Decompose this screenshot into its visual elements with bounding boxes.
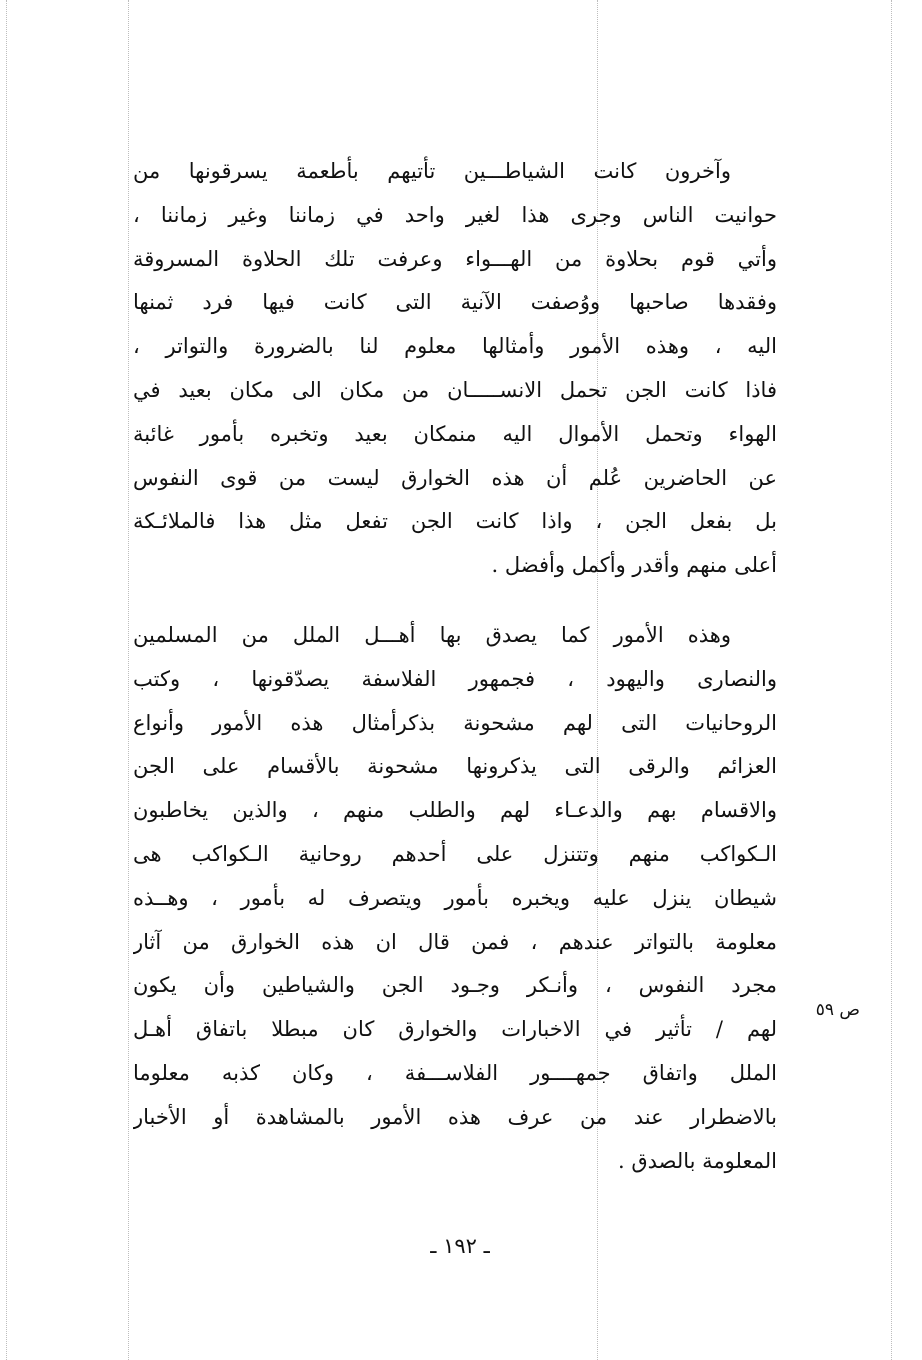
text-line: وهذه الأمور كما يصدق بها أهـــل الملل من المسلمين xyxy=(133,622,731,647)
text-line: عن الحاضرين عُلم أن هذه الخوارق ليست من قوى النفوس xyxy=(133,465,777,490)
page-number: ـ ١٩٢ ـ xyxy=(430,1234,490,1258)
margin-page-reference: ص ٥٩ xyxy=(815,1000,860,1020)
text-line: الروحانيات التى لهم مشحونة بذكرأمثال هذه الأمور وأنواع xyxy=(133,710,777,735)
text-line: اليه ، وهذه الأمور وأمثالها معلوم لنا بالضرورة والتواتر ، xyxy=(133,334,777,359)
paragraph-gap xyxy=(133,588,777,614)
text-line: بل بفعل الجن ، واذا كانت الجن تفعل مثل هذا فالملائـكة xyxy=(133,509,777,534)
page-body xyxy=(133,150,777,1183)
text-line: معلومة بالتواتر عندهم ، فمن قال ان هذه الخوارق من آثار xyxy=(133,929,777,954)
scan-guide-line xyxy=(891,0,892,1360)
text-line: المعلومة بالصدق . xyxy=(617,1148,777,1173)
text-line: لهم / تأثير في الاخبارات والخوارق كان مبطلا باتفاق أهـل xyxy=(133,1017,777,1042)
paragraph-1 xyxy=(133,150,777,588)
text-line: وآخرون كانت الشياطـــين تأتيهم بأطعمة يسرقونها من xyxy=(133,159,731,183)
paragraph-2 xyxy=(133,614,777,1183)
text-line: والاقسام بهم والدعـاء لهم والطلب منهم ، والذين يخاطبون xyxy=(133,798,777,823)
text-line: مجرد النفوس ، وأنـكر وجـود الجن والشياطين وأن يكون xyxy=(133,973,777,998)
scan-guide-line xyxy=(6,0,7,1360)
text-line: الـكواكب منهم وتتنزل على أحدهم روحانية الـكواكب هى xyxy=(133,841,777,866)
text-line: وأتي قوم بحلاوة من الهـــواء وعرفت تلك الحلاوة المسروقة xyxy=(133,246,777,271)
text-line: شيطان ينزل عليه ويخبره بأمور ويتصرف له بأمور ، وهــذه xyxy=(133,885,777,910)
text-line: حوانيت الناس وجرى هذا لغير واحد في زماننا وغير زماننا ، xyxy=(133,202,777,227)
text-line: الملل واتفاق جمهــــور الفلاســـفة ، وكان كذبه معلوما xyxy=(133,1060,777,1085)
text-line: الهواء وتحمل الأموال اليه منمكان بعيد وتخبره بأمور غائبة xyxy=(133,421,777,446)
text-line: وفقدها صاحبها ووُصفت الآنية التى كانت فيها فرد ثمنها xyxy=(133,290,777,315)
text-line: العزائم والرقى التى يذكرونها مشحونة بالأقسام على الجن xyxy=(133,754,777,779)
scan-guide-line xyxy=(128,0,129,1360)
text-line: بالاضطرار عند من عرف هذه الأمور بالمشاهدة أو الأخبار xyxy=(133,1104,777,1129)
text-line: فاذا كانت الجن تحمل الانســـــان من مكان الى مكان بعيد في xyxy=(133,377,777,402)
text-line: والنصارى واليهود ، فجمهور الفلاسفة يصدّقونها ، وكتب xyxy=(133,666,777,691)
text-line: أعلى منهم وأقدر وأكمل وأفضل . xyxy=(491,553,777,578)
